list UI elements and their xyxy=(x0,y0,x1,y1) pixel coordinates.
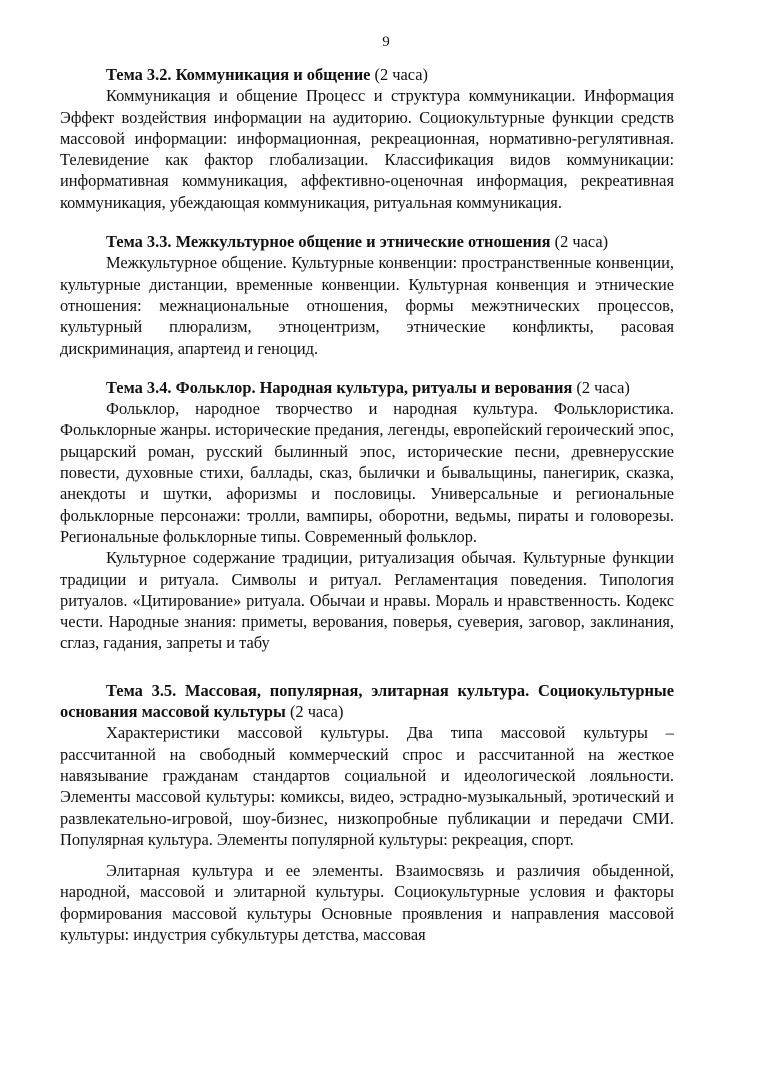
paragraph: Культурное содержание традиции, ритуализация обычая. Культурные функции традиции и ритуала. Символы и ритуал. Регламентация поведения. Типология ритуалов. «Цитирование» ритуала. Обычаи и нравы. Мораль и нравственность. Кодекс чести. Народные знания: приметы, верования, поверья, суеверия, заговор, заклинания, сглаз, гадания, запреты и табу xyxy=(60,548,674,653)
topic-title: Тема 3.5. Массовая, популярная, элитарная культура. Социокультурные основания массовой культуры xyxy=(60,680,674,722)
paragraph: Фольклор, народное творчество и народная культура. Фольклористика. Фольклорные жанры. исторические предания, легенды, европейский героический эпос, рыцарский роман, русский былинный эпос, исторические песни, древнерусские повести, духовные стихи, баллады, сказ, былички и бывальщины, панегирик, сказка, анекдоты и шутки, афоризмы и пословицы. Универсальные и региональные фольклорные персонажи: тролли, вампиры, оборотни, ведьмы, пираты и головорезы. Региональные фольклорные типы. Современный фольклор. xyxy=(60,399,674,546)
topic-hours: (2 часа) xyxy=(550,232,609,252)
section-heading xyxy=(60,680,674,723)
topic-hours: (2 часа) xyxy=(370,65,429,84)
topic-hours: (2 часа) xyxy=(285,702,344,722)
paragraph: Межкультурное общение. Культурные конвенции: пространственные конвенции, культурные дистанции, временные конвенции. Культурная конвенция и этнические отношения: межнациональные отношения, формы межэтнических процессов, культурный плюрализм, этноцентризм, этнические конфликты, расовая дискриминация, апартеид и геноцид. xyxy=(60,253,674,358)
paragraph: Коммуникация и общение Процесс и структура коммуникации. Информация Эффект воздействия информации на аудиторию. Социокультурные функции средств массовой информации: информационная, рекреационная, нормативно-регулятивная. Телевидение как фактор глобализации. Классификация видов коммуникации: информативная коммуникация, аффективно-оценочная информация, рекреативная коммуникация, убеждающая коммуникация, ритуальная коммуникация. xyxy=(60,86,674,212)
paragraph: Характеристики массовой культуры. Два типа массовой культуры – рассчитанной на свободный коммерческий спрос и рассчитанной на жесткое навязывание гражданам стандартов социальной и идеологической лояльности. Элементы массовой культуры: комиксы, видео, эстрадно-музыкальный, эротический и развлекательно-игровой, шоу-бизнес, низкопробные публикации и передачи СМИ. Популярная культура. Элементы популярной культуры: рекреация, спорт. xyxy=(60,723,674,849)
section-topic-3-3 xyxy=(60,231,674,359)
topic-title: Тема 3.2. Коммуникация и общение xyxy=(106,65,371,84)
section-topic-3-2 xyxy=(60,64,674,213)
page-body xyxy=(60,64,674,958)
topic-title: Тема 3.3. Межкультурное общение и этнические отношения xyxy=(106,232,551,252)
section-heading xyxy=(60,231,674,252)
section-topic-3-4 xyxy=(60,377,674,654)
paragraph: Элитарная культура и ее элементы. Взаимосвязь и различия обыденной, народной, массовой и элитарной культуры. Социокультурные условия и факторы формирования массовой культуры Основные проявления и направления массовой культуры: индустрия субкультуры детства, массовая xyxy=(60,861,674,944)
section-heading xyxy=(60,377,674,398)
topic-hours: (2 часа) xyxy=(572,377,630,397)
page-number: 9 xyxy=(382,34,390,50)
section-heading xyxy=(60,64,674,85)
topic-title: Тема 3.4. Фольклор. Народная культура, ритуалы и верования xyxy=(106,377,573,397)
section-topic-3-5 xyxy=(60,680,674,946)
